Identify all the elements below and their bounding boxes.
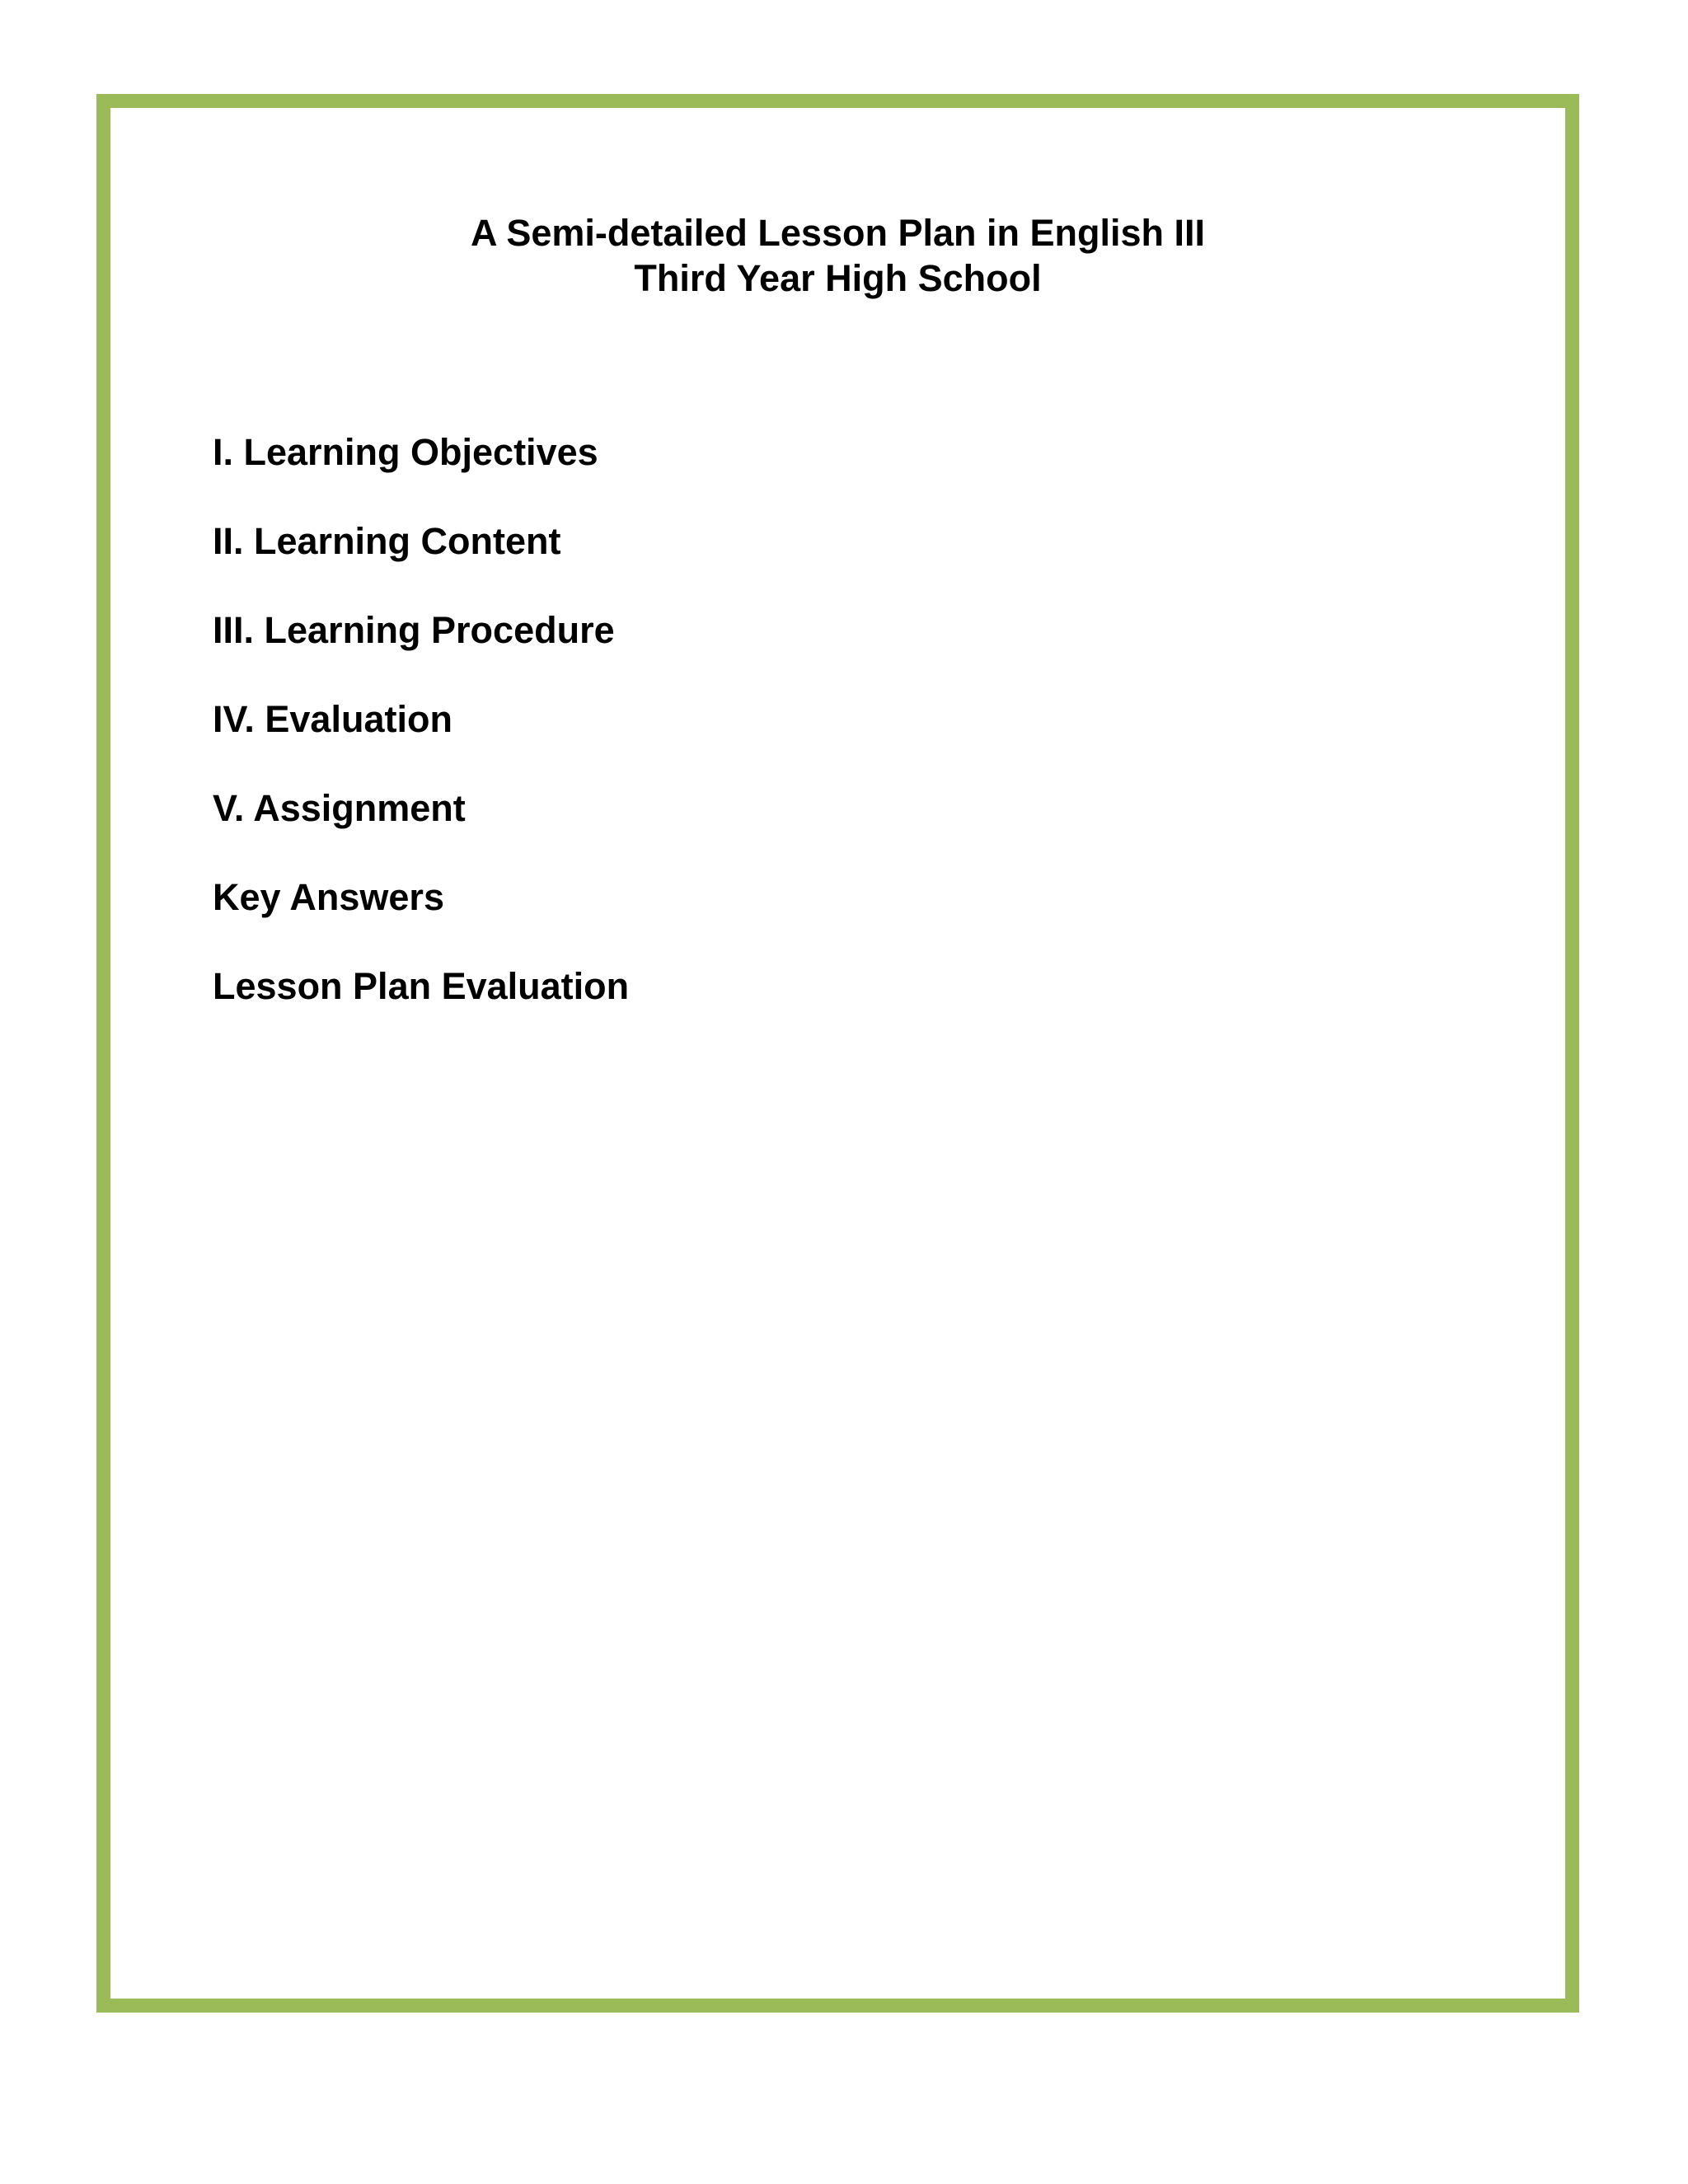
document-title	[110, 210, 1565, 301]
title-line-1: A Semi-detailed Lesson Plan in English III	[470, 212, 1205, 254]
section-lesson-plan-evaluation: Lesson Plan Evaluation	[213, 965, 630, 1007]
section-learning-procedure: III. Learning Procedure	[213, 609, 615, 651]
title-line-2: Third Year High School	[634, 257, 1042, 299]
section-assignment: V. Assignment	[213, 787, 466, 829]
section-list	[213, 429, 629, 1052]
section-learning-content: II. Learning Content	[213, 520, 561, 562]
section-key-answers: Key Answers	[213, 876, 444, 918]
section-evaluation: IV. Evaluation	[213, 698, 452, 740]
section-learning-objectives: I. Learning Objectives	[213, 431, 598, 473]
page-border-frame	[96, 94, 1579, 2013]
